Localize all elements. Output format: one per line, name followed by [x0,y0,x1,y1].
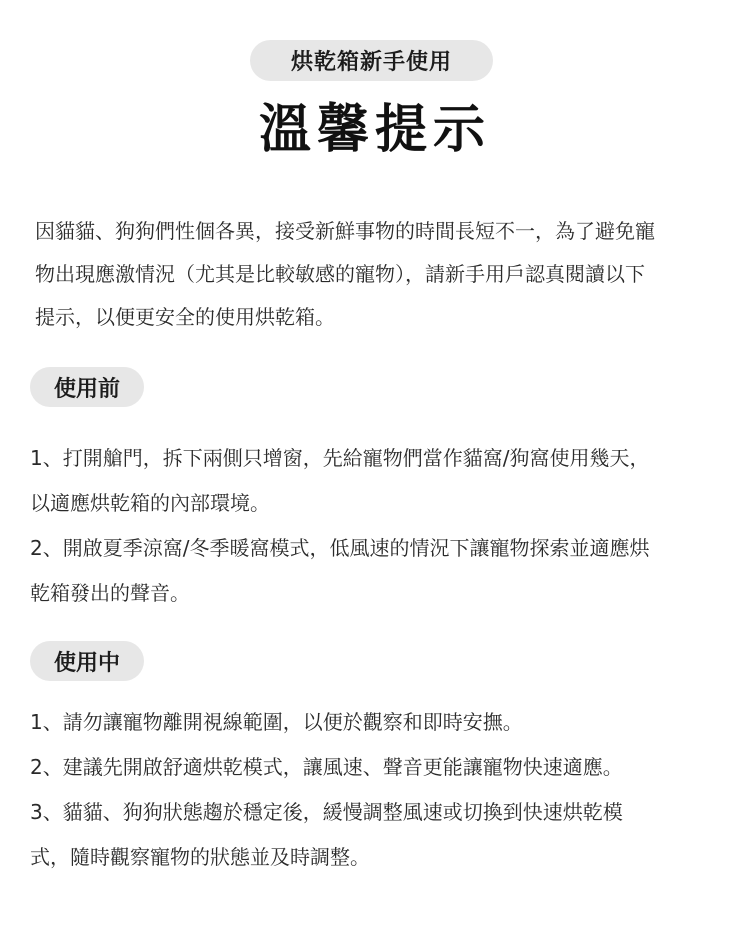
tip-line: 以適應烘乾箱的內部環境。 [30,491,270,515]
tip-line: 2、建議先開啟舒適烘乾模式，讓風速、聲音更能讓寵物快速適應。 [30,755,623,779]
tip-line: 2、開啟夏季涼窩/冬季暖窩模式，低風速的情況下讓寵物探索並適應烘 [30,536,650,560]
tip-line: 式，隨時觀察寵物的狀態並及時調整。 [30,845,370,869]
section-label-during-use: 使用中 [30,641,144,681]
tip-line: 1、請勿讓寵物離開視線範圍，以便於觀察和即時安撫。 [30,710,523,734]
section-body-before-use [30,436,730,616]
tip-line: 1、打開艙門，拆下兩側只增窗，先給寵物們當作貓窩/狗窩使用幾天， [30,446,650,470]
section-body-during-use [30,700,730,880]
tip-line: 乾箱發出的聲音。 [30,581,190,605]
intro-line: 提示，以便更安全的使用烘乾箱。 [35,305,335,329]
tip-line: 3、貓貓、狗狗狀態趨於穩定後，緩慢調整風速或切換到快速烘乾模 [30,800,623,824]
header-tag: 烘乾箱新手使用 [250,40,493,81]
intro-paragraph [35,210,725,339]
page-title: 溫馨提示 [258,100,491,160]
intro-line: 物出現應激情況（尤其是比較敏感的寵物），請新手用戶認真閱讀以下 [35,262,645,286]
intro-line: 因貓貓、狗狗們性個各異，接受新鮮事物的時間長短不一，為了避免寵 [35,219,655,243]
section-label-before-use: 使用前 [30,367,144,407]
